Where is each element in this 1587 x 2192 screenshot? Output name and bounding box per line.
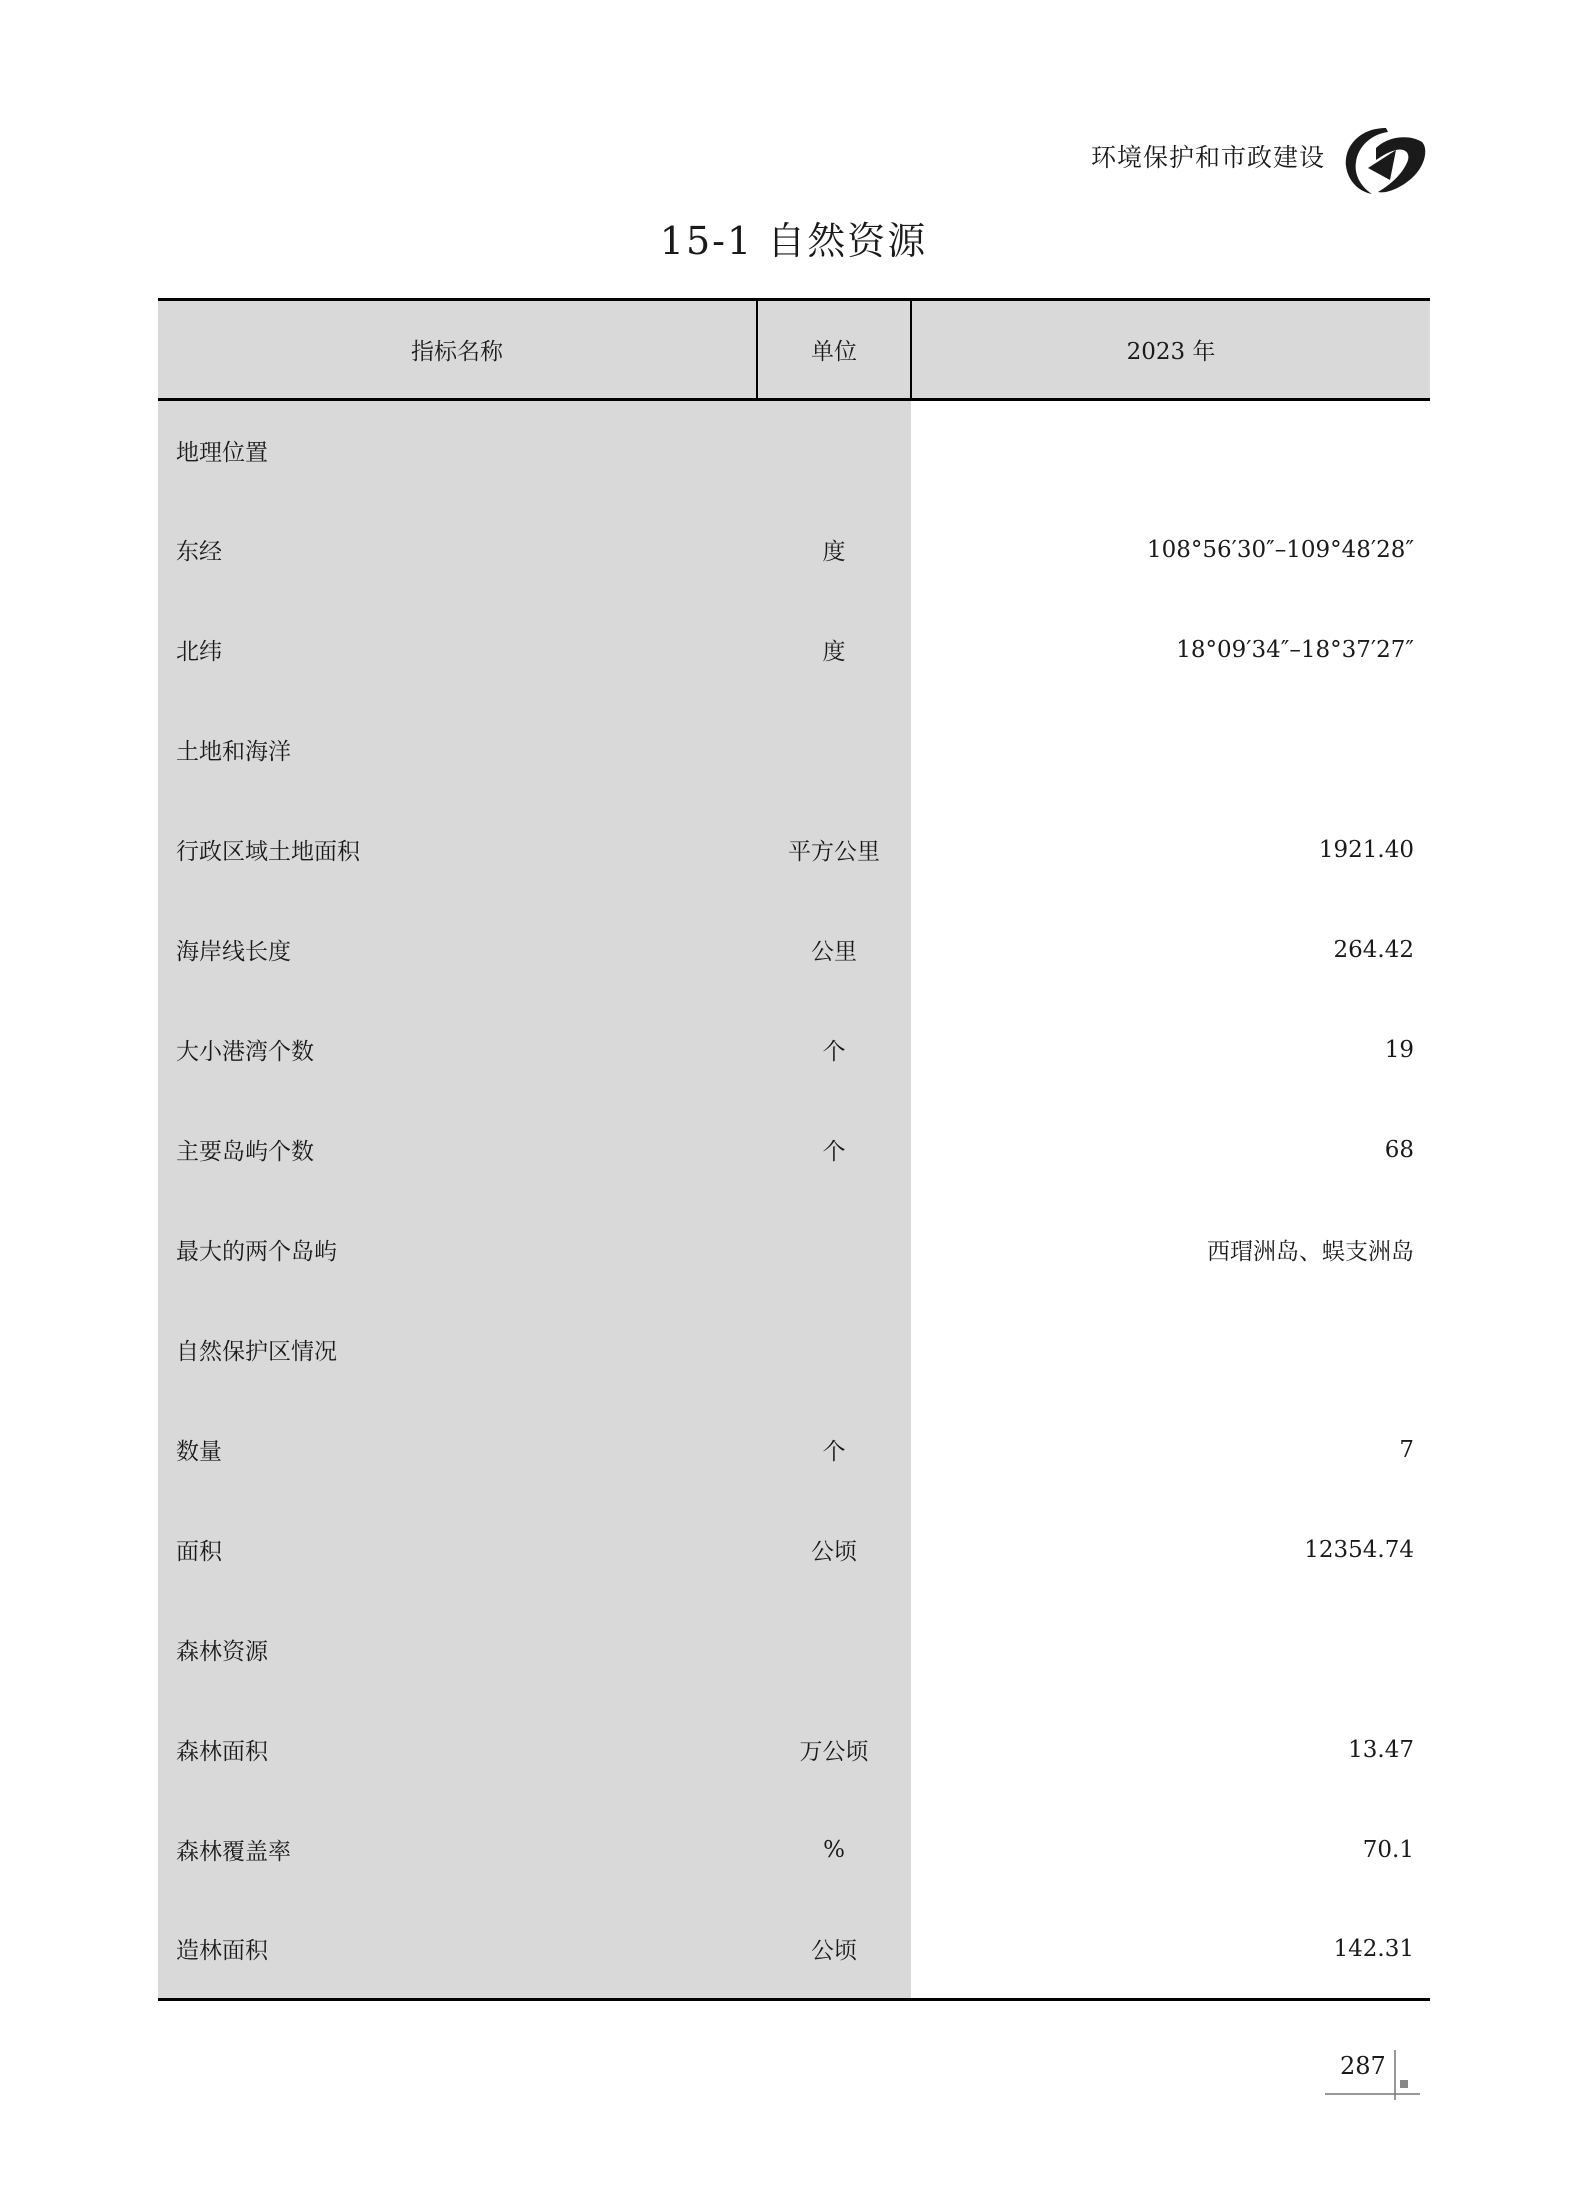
indicator-name: 自然保护区情况 [158,1300,757,1400]
indicator-name: 东经 [158,500,757,600]
table-row [158,800,1430,900]
value-cell: 70.1 [1362,1836,1414,1863]
unit-cell: 度 [757,600,911,700]
unit-cell: 个 [757,1400,911,1500]
page-number: 287 [1340,2052,1386,2080]
unit-cell: 平方公里 [757,800,911,900]
indicator-name: 面积 [158,1500,757,1600]
page-corner-mark-icon [1325,2040,1420,2100]
table-row [158,700,1430,800]
table-row [158,900,1430,1000]
col-header-unit: 单位 [757,300,911,400]
value-cell: 264.42 [1333,936,1414,963]
unit-cell: 个 [757,1100,911,1200]
natural-resources-table [158,298,1430,2001]
table-row [158,1100,1430,1200]
section-header: 环境保护和市政建设 [1090,143,1325,172]
value-cell: 西瑁洲岛、蜈支洲岛 [1207,1239,1414,1265]
unit-cell: 公里 [757,900,911,1000]
indicator-name: 北纬 [158,600,757,700]
value-cell [911,700,1430,800]
table-row [158,600,1430,700]
table-row [158,1600,1430,1700]
col-header-indicator: 指标名称 [158,300,757,400]
table-row [158,500,1430,600]
unit-cell: 公顷 [757,1500,911,1600]
value-cell [911,1300,1430,1400]
value-cell: 1921.40 [1318,836,1414,863]
page-title: 15-1 自然资源 [659,219,928,263]
value-cell: 19 [1384,1036,1414,1063]
table-row [158,1000,1430,1100]
table-row [158,1400,1430,1500]
col-header-year: 2023 年 [911,300,1430,400]
unit-cell: 公顷 [757,1900,911,2000]
table-row [158,1500,1430,1600]
value-cell: 7 [1399,1436,1414,1463]
table-row [158,1300,1430,1400]
indicator-name: 大小港湾个数 [158,1000,757,1100]
indicator-name: 主要岛屿个数 [158,1100,757,1200]
indicator-name: 最大的两个岛屿 [158,1200,757,1300]
table-header-row [158,300,1430,400]
unit-cell: 个 [757,1000,911,1100]
value-cell [911,400,1430,500]
indicator-name: 土地和海洋 [158,700,757,800]
indicator-name: 数量 [158,1400,757,1500]
table-row [158,1700,1430,1800]
table-row [158,400,1430,500]
indicator-name: 海岸线长度 [158,900,757,1000]
value-cell: 12354.74 [1304,1536,1414,1563]
unit-cell [757,700,911,800]
value-cell [911,1600,1430,1700]
value-cell: 142.31 [911,1900,1430,2000]
value-cell: 68 [1384,1136,1414,1163]
unit-cell: 万公顷 [757,1700,911,1800]
unit-cell [757,1300,911,1400]
unit-cell [757,400,911,500]
indicator-name: 森林面积 [158,1700,757,1800]
unit-cell [757,1600,911,1700]
indicator-name: 森林覆盖率 [158,1800,757,1900]
unit-cell: 度 [757,500,911,600]
value-cell: 18°09′34″–18°37′27″ [1176,636,1414,663]
unit-cell: % [757,1800,911,1900]
value-cell: 108°56′30″–109°48′28″ [1147,536,1414,563]
table-row [158,1200,1430,1300]
unit-cell [757,1200,911,1300]
statistics-logo-icon [1338,120,1428,200]
table-row [158,1900,1430,2000]
table-row [158,1800,1430,1900]
indicator-name: 地理位置 [158,400,757,500]
indicator-name: 森林资源 [158,1600,757,1700]
indicator-name: 行政区域土地面积 [158,800,757,900]
indicator-name: 造林面积 [158,1900,757,2000]
value-cell: 13.47 [1348,1736,1414,1763]
